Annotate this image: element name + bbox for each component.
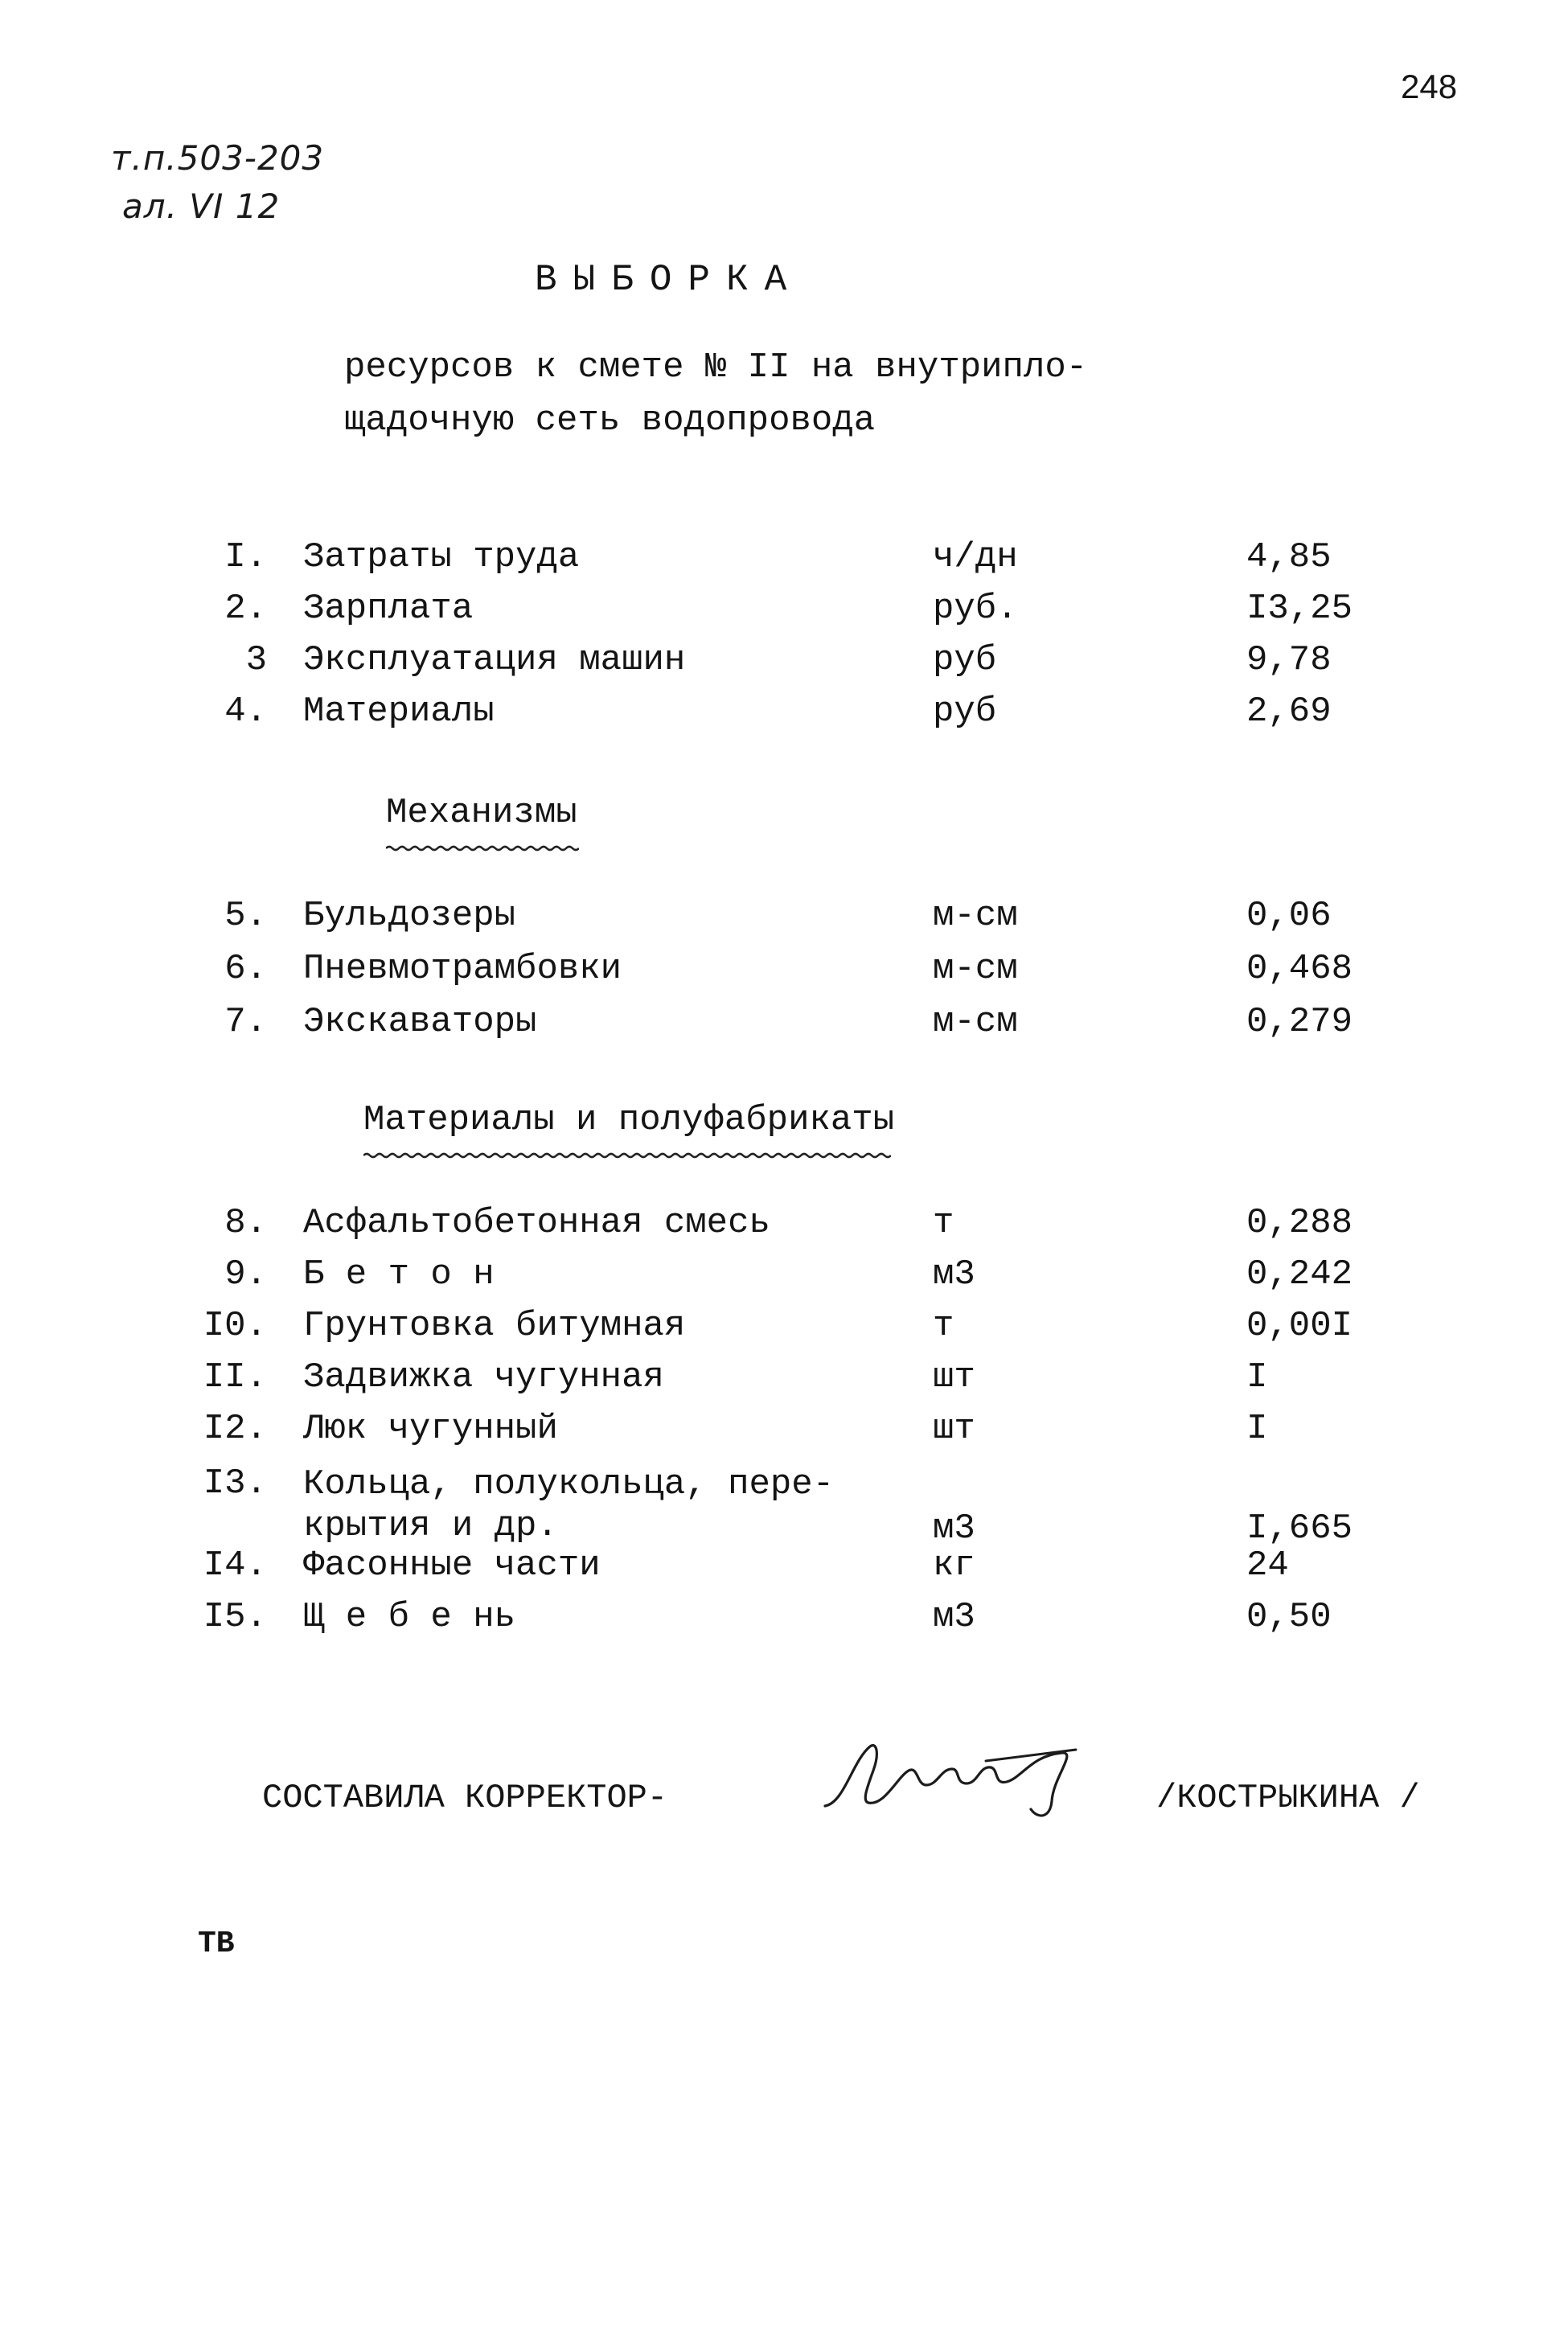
item-unit: руб (933, 692, 997, 732)
item-number: 5. (224, 896, 267, 936)
list-item (0, 1002, 1568, 1050)
signer-name: /КОСТРЫКИНА / (1156, 1779, 1420, 1817)
item-number: I4. (203, 1545, 267, 1586)
item-value: 0,288 (1246, 1203, 1353, 1243)
item-value: I,665 (1246, 1508, 1353, 1549)
document-title: ВЫБОРКА (535, 259, 803, 301)
item-unit: шт (933, 1357, 975, 1397)
item-number: II. (203, 1357, 267, 1397)
item-value: I (1246, 1409, 1268, 1449)
item-number: I5. (203, 1597, 267, 1637)
list-item (0, 1597, 1568, 1645)
item-unit: м-см (933, 949, 1018, 989)
item-value: 0,468 (1246, 949, 1353, 989)
list-item (0, 1203, 1568, 1251)
item-unit: м3 (933, 1508, 975, 1549)
list-item (0, 896, 1568, 944)
list-item (0, 692, 1568, 740)
album-reference: ал. VI 12 (122, 187, 281, 226)
subtitle-line-2: щадочную сеть водопровода (344, 400, 876, 441)
item-number: I0. (203, 1306, 267, 1346)
item-name: Люк чугунный (303, 1409, 558, 1449)
item-unit: т (933, 1306, 954, 1346)
item-number: 7. (224, 1002, 267, 1042)
item-value: I3,25 (1246, 589, 1353, 629)
item-value: I (1246, 1357, 1268, 1397)
item-name: Задвижка чугунная (303, 1357, 664, 1397)
item-value: 0,06 (1246, 896, 1332, 936)
item-number: 6. (224, 949, 267, 989)
item-number: I3. (203, 1463, 267, 1504)
item-number: 2. (224, 589, 267, 629)
item-number: 9. (224, 1254, 267, 1295)
item-name: Грунтовка битумная (303, 1306, 686, 1346)
item-number: I2. (203, 1409, 267, 1449)
list-item (0, 640, 1568, 688)
list-item (0, 1545, 1568, 1594)
item-value: 0,00I (1246, 1306, 1353, 1346)
signature-label: СОСТАВИЛА КОРРЕКТОР- (262, 1779, 668, 1817)
item-value: 0,279 (1246, 1002, 1353, 1042)
section-header-mechanisms: Механизмы (386, 793, 577, 833)
item-number: I. (224, 537, 267, 577)
list-item (0, 1254, 1568, 1303)
footer-code: ТВ (198, 1927, 235, 1961)
item-name: Пневмотрамбовки (303, 949, 622, 989)
item-name: Бульдозеры (303, 896, 516, 936)
item-unit: м3 (933, 1254, 975, 1295)
wavy-underline (386, 844, 579, 852)
project-reference: т.п.503-203 (111, 138, 325, 178)
item-name: Материалы (303, 692, 495, 732)
item-number: 8. (224, 1203, 267, 1243)
item-unit: кг (933, 1545, 975, 1586)
item-value: 24 (1246, 1545, 1289, 1586)
item-unit: ч/дн (933, 537, 1018, 577)
item-unit: м-см (933, 1002, 1018, 1042)
handwritten-signature (820, 1729, 1094, 1825)
item-name: Асфальтобетонная смесь (303, 1203, 770, 1243)
item-unit: руб. (933, 589, 1018, 629)
list-item (0, 949, 1568, 997)
item-unit: т (933, 1203, 954, 1243)
wavy-underline (363, 1151, 891, 1159)
item-name: Затраты труда (303, 537, 580, 577)
item-value: 2,69 (1246, 692, 1332, 732)
item-value: 0,242 (1246, 1254, 1353, 1295)
item-name: Фасонные части (303, 1545, 601, 1586)
item-unit: м3 (933, 1597, 975, 1637)
item-name: Зарплата (303, 589, 474, 629)
item-name: Кольца, полукольца, пере- крытия и др. (303, 1464, 835, 1546)
subtitle-line-1: ресурсов к смете № II на внутрипло- (344, 347, 1088, 388)
item-value: 4,85 (1246, 537, 1332, 577)
list-item (0, 1357, 1568, 1406)
item-unit: м-см (933, 896, 1018, 936)
item-unit: шт (933, 1409, 975, 1449)
item-unit: руб (933, 640, 997, 680)
item-name: Щ е б е нь (303, 1597, 516, 1637)
list-item (0, 1306, 1568, 1354)
item-name: Эксплуатация машин (303, 640, 686, 680)
item-number: 4. (224, 692, 267, 732)
item-name: Экскаваторы (303, 1002, 537, 1042)
list-item (0, 589, 1568, 637)
list-item (0, 1409, 1568, 1457)
section-header-materials: Материалы и полуфабрикаты (363, 1100, 895, 1140)
item-name: Б е т о н (303, 1254, 495, 1295)
item-value: 9,78 (1246, 640, 1332, 680)
item-value: 0,50 (1246, 1597, 1332, 1637)
item-number: 3 (245, 640, 267, 680)
list-item (0, 537, 1568, 585)
page-number: 248 (1401, 68, 1458, 105)
